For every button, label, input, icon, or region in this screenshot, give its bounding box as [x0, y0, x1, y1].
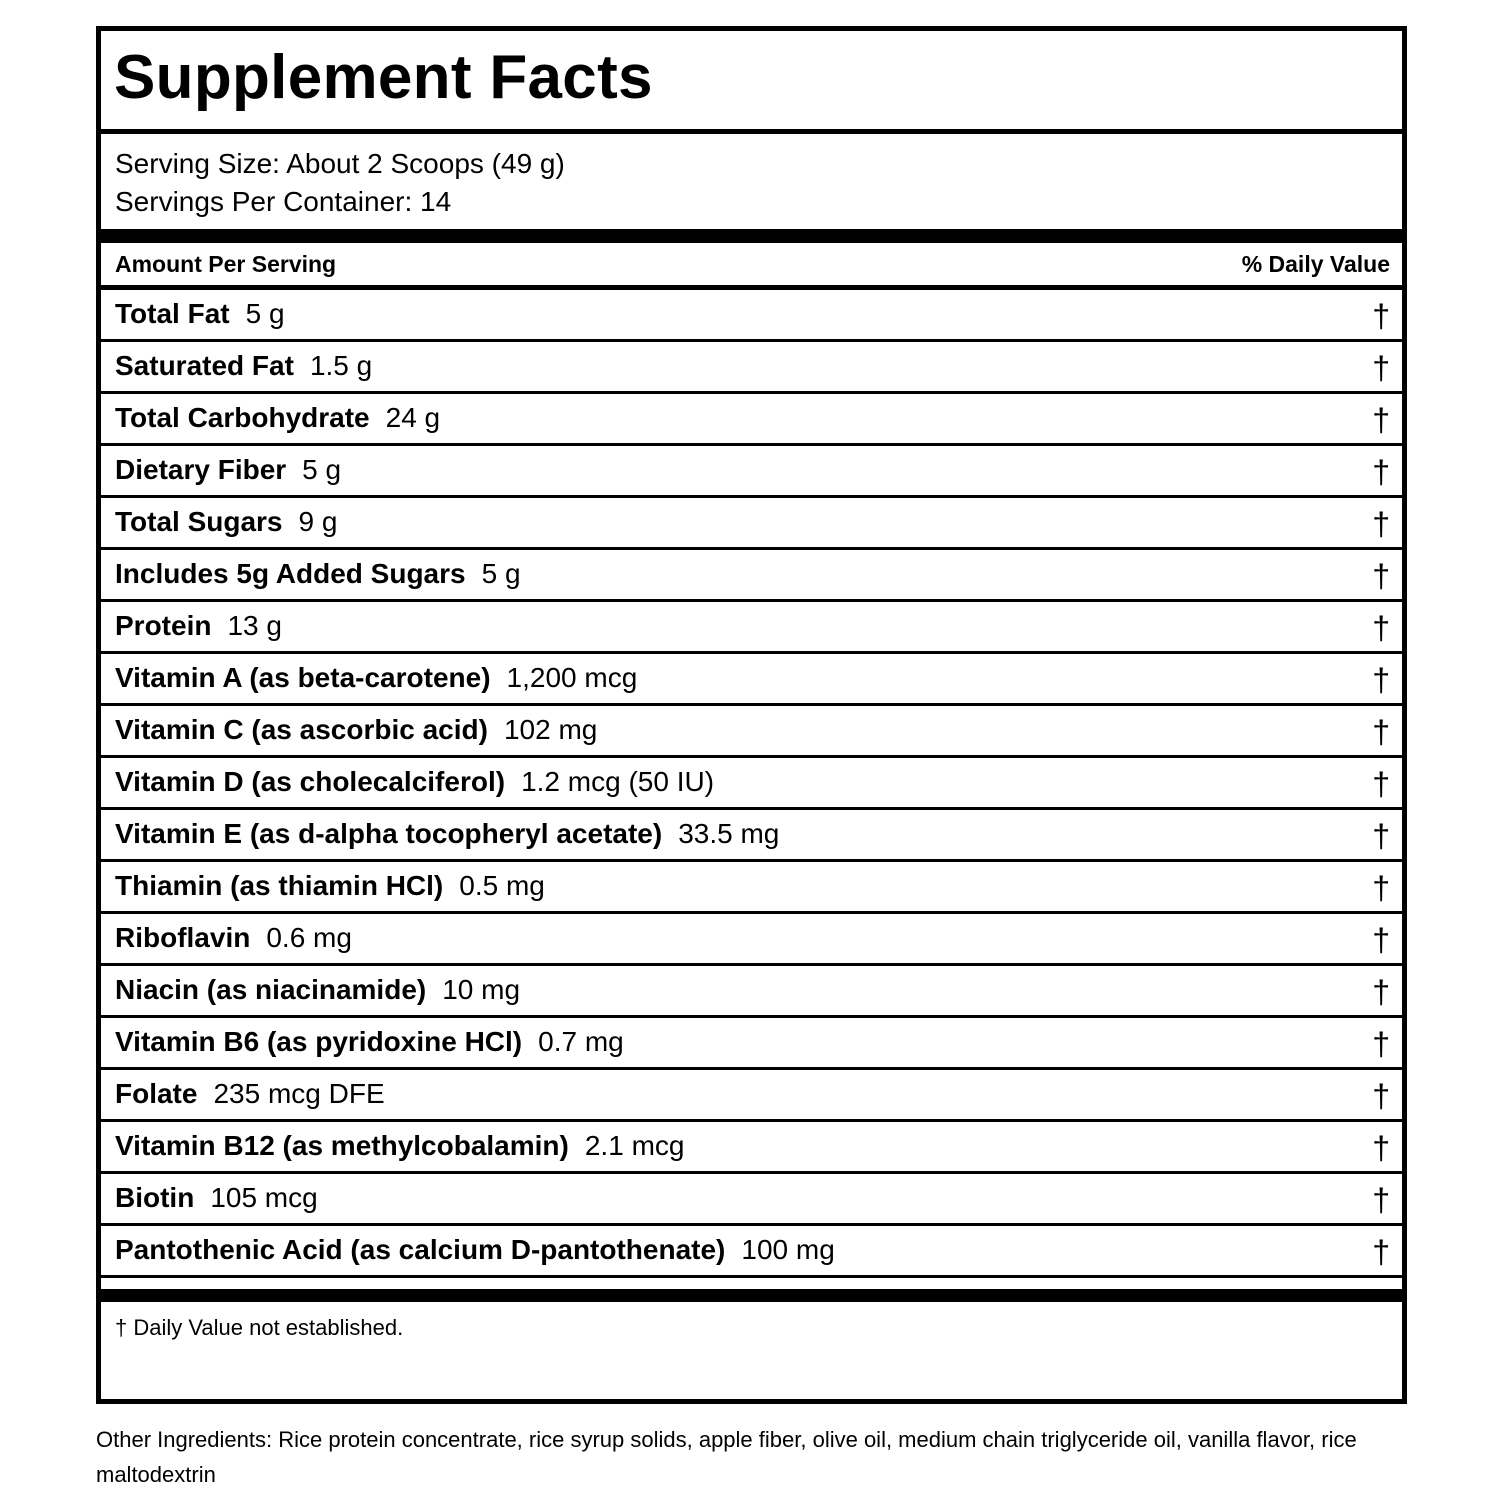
nutrient-row-text: [115, 924, 352, 952]
daily-value-dagger: †: [1372, 1130, 1390, 1166]
divider-title: [101, 129, 1402, 134]
nutrient-name: Thiamin (as thiamin HCl): [115, 870, 444, 901]
nutrient-row-text: [115, 612, 282, 640]
nutrient-name: Protein: [115, 610, 212, 641]
daily-value-dagger: †: [1372, 714, 1390, 750]
amount-per-serving-header: Amount Per Serving: [115, 251, 337, 277]
nutrient-row: [101, 1070, 1402, 1122]
daily-value-dagger: †: [1372, 454, 1390, 490]
nutrient-name: Vitamin E (as d-alpha tocopheryl acetate): [115, 818, 663, 849]
nutrient-row: [101, 758, 1402, 810]
daily-value-dagger: †: [1372, 766, 1390, 802]
nutrient-row-text: [115, 976, 520, 1004]
nutrient-amount: 9 g: [298, 506, 338, 537]
nutrient-name: Saturated Fat: [115, 350, 294, 381]
serving-size: Serving Size: About 2 Scoops (49 g): [115, 148, 565, 179]
nutrient-amount: 0.7 mg: [538, 1026, 624, 1057]
nutrient-name: Vitamin B6 (as pyridoxine HCl): [115, 1026, 523, 1057]
footnote: † Daily Value not established.: [115, 1315, 404, 1340]
daily-value-dagger: †: [1372, 1078, 1390, 1114]
daily-value-dagger: †: [1372, 506, 1390, 542]
nutrient-row: [101, 550, 1402, 602]
daily-value-dagger: †: [1372, 922, 1390, 958]
nutrient-row: [101, 602, 1402, 654]
daily-value-dagger: †: [1372, 818, 1390, 854]
nutrient-row-text: [115, 456, 341, 484]
daily-value-dagger: †: [1372, 558, 1390, 594]
nutrient-amount: 105 mcg: [210, 1182, 318, 1213]
nutrient-row: [101, 706, 1402, 758]
nutrient-amount: 102 mg: [503, 714, 598, 745]
panel-title: Supplement Facts: [114, 43, 653, 112]
nutrient-row-text: [115, 820, 779, 848]
daily-value-dagger: †: [1372, 402, 1390, 438]
supplement-facts-panel: [96, 26, 1407, 1404]
nutrient-row-text: [115, 352, 372, 380]
nutrient-row-text: [115, 1028, 624, 1056]
nutrient-row: [101, 394, 1402, 446]
nutrient-name: Includes 5g Added Sugars: [115, 558, 466, 589]
daily-value-header: % Daily Value: [1241, 251, 1390, 277]
nutrient-row: [101, 1226, 1402, 1278]
nutrient-row: [101, 290, 1402, 342]
nutrient-row-text: [115, 1132, 684, 1160]
nutrient-name: Total Sugars: [115, 506, 283, 537]
nutrient-row-text: [115, 560, 521, 588]
nutrient-name: Dietary Fiber: [115, 454, 287, 485]
daily-value-dagger: †: [1372, 298, 1390, 334]
daily-value-dagger: †: [1372, 870, 1390, 906]
nutrient-amount: 5 g: [245, 298, 285, 329]
servings-per-container: Servings Per Container: 14: [115, 186, 452, 217]
daily-value-dagger: †: [1372, 1234, 1390, 1270]
nutrient-amount: 0.5 mg: [459, 870, 545, 901]
nutrient-row-text: [115, 404, 440, 432]
divider-thick-bottom: [101, 1289, 1402, 1302]
daily-value-dagger: †: [1372, 1182, 1390, 1218]
nutrient-row-text: [115, 1236, 835, 1264]
daily-value-dagger: †: [1372, 610, 1390, 646]
nutrient-amount: 100 mg: [741, 1234, 835, 1265]
nutrient-row: [101, 1018, 1402, 1070]
nutrient-row: [101, 810, 1402, 862]
nutrient-row-text: [115, 872, 545, 900]
nutrient-row-text: [115, 768, 714, 796]
nutrient-amount: 33.5 mg: [678, 818, 780, 849]
nutrient-amount: 5 g: [302, 454, 342, 485]
nutrient-name: Vitamin A (as beta-carotene): [115, 662, 491, 693]
nutrient-name: Folate: [115, 1078, 198, 1109]
nutrient-name: Biotin: [115, 1182, 195, 1213]
nutrient-amount: 235 mcg DFE: [213, 1078, 385, 1109]
daily-value-dagger: †: [1372, 662, 1390, 698]
nutrient-name: Vitamin D (as cholecalciferol): [115, 766, 506, 797]
other-ingredients: Other Ingredients: Rice protein concentrate, rice syrup solids, apple fiber, olive oil, medium chain triglyceride oil, vanilla flavor, rice maltodextrin: [96, 1427, 1357, 1487]
nutrient-row: [101, 342, 1402, 394]
nutrient-amount: 1.2 mcg (50 IU): [521, 766, 715, 797]
nutrient-name: Riboflavin: [115, 922, 251, 953]
daily-value-dagger: †: [1372, 1026, 1390, 1062]
nutrient-row: [101, 966, 1402, 1018]
nutrient-row-text: [115, 508, 337, 536]
nutrient-amount: 1,200 mcg: [506, 662, 638, 693]
nutrient-row: [101, 862, 1402, 914]
nutrient-row: [101, 498, 1402, 550]
divider-thick-top: [101, 229, 1402, 243]
nutrient-row-text: [115, 1080, 385, 1108]
nutrient-amount: 13 g: [227, 610, 282, 641]
nutrient-amount: 24 g: [385, 402, 441, 433]
nutrient-name: Total Fat: [115, 298, 230, 329]
nutrient-name: Vitamin C (as ascorbic acid): [115, 714, 488, 745]
nutrient-amount: 2.1 mcg: [584, 1130, 685, 1161]
daily-value-dagger: †: [1372, 350, 1390, 386]
nutrient-row: [101, 1174, 1402, 1226]
nutrient-row-text: [115, 716, 597, 744]
nutrient-row-text: [115, 300, 285, 328]
nutrient-amount: 10 mg: [442, 974, 521, 1005]
nutrient-row: [101, 1122, 1402, 1174]
nutrient-row: [101, 914, 1402, 966]
nutrient-row: [101, 446, 1402, 498]
nutrient-amount: 1.5 g: [309, 350, 373, 381]
nutrient-name: Niacin (as niacinamide): [115, 974, 427, 1005]
nutrient-name: Pantothenic Acid (as calcium D-pantothenate): [115, 1234, 726, 1265]
row-divider: [101, 1275, 1402, 1278]
daily-value-dagger: †: [1372, 974, 1390, 1010]
nutrient-row: [101, 654, 1402, 706]
nutrient-row-text: [115, 1184, 318, 1212]
nutrient-name: Total Carbohydrate: [115, 402, 370, 433]
nutrient-amount: 0.6 mg: [266, 922, 352, 953]
nutrient-amount: 5 g: [481, 558, 521, 589]
nutrient-row-text: [115, 664, 637, 692]
nutrient-name: Vitamin B12 (as methylcobalamin): [115, 1130, 569, 1161]
